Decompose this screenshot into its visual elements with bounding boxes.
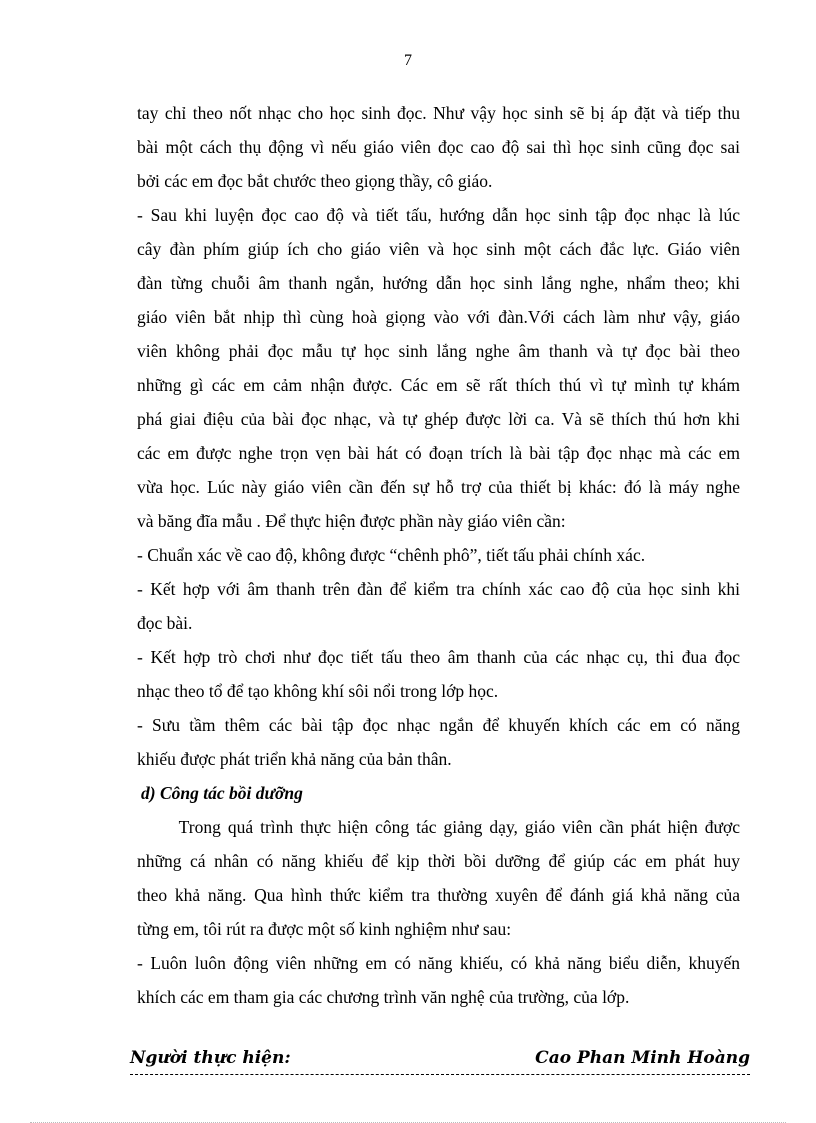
page-number: 7 (404, 52, 412, 69)
body-line: đọc bài. (137, 613, 193, 633)
body-line: những cá nhân có năng khiếu để kịp thời bồi dưỡng để giúp các em phát huy (137, 851, 740, 871)
body-line: - Sưu tầm thêm các bài tập đọc nhạc ngắn để khuyến khích các em có năng (137, 715, 740, 735)
body-line: cây đàn phím giúp ích cho giáo viên và học sinh một cách đắc lực. Giáo viên (137, 239, 740, 259)
body-line: phá giai điệu của bài đọc nhạc, và tự ghép được lời ca. Và sẽ thích thú hơn khi (137, 409, 740, 429)
body-line: - Luôn luôn động viên những em có năng khiếu, có khả năng biểu diễn, khuyến (137, 953, 740, 973)
body-line: khích các em tham gia các chương trình văn nghệ của trường, của lớp. (137, 987, 630, 1007)
body-line: - Sau khi luyện đọc cao độ và tiết tấu, hướng dẫn học sinh tập đọc nhạc là lúc (137, 205, 740, 225)
body-line: và băng đĩa mẫu . Để thực hiện được phần này giáo viên cần: (137, 511, 566, 531)
body-line: khiếu được phát triển khả năng của bản thân. (137, 749, 452, 769)
bullet-item: - Kết hợp với âm thanh trên đàn để kiểm tra chính xác cao độ của học sinh khi (137, 579, 740, 599)
body-line: các em được nghe trọn vẹn bài hát có đoạn trích là bài tập đọc nhạc mà các em (137, 443, 740, 463)
footer-author-label: Người thực hiện: (130, 1048, 291, 1068)
body-line: theo khả năng. Qua hình thức kiểm tra thường xuyên để đánh giá khả năng của (137, 885, 740, 905)
body-line: những gì các em cảm nhận được. Các em sẽ rất thích thú vì tự mình tự khám (137, 375, 740, 395)
body-line: nhạc theo tổ để tạo không khí sôi nổi trong lớp học. (137, 681, 499, 701)
body-line: bởi các em đọc bắt chước theo giọng thầy, cô giáo. (137, 171, 493, 191)
document-body (137, 96, 740, 1014)
body-line: tay chỉ theo nốt nhạc cho học sinh đọc. Như vậy học sinh sẽ bị áp đặt và tiếp thu (137, 103, 740, 123)
body-line: giáo viên bắt nhịp thì cùng hoà giọng vào với đàn.Với cách làm như vậy, giáo (137, 307, 740, 327)
body-line: bài một cách thụ động vì nếu giáo viên đọc cao độ sai thì học sinh cũng đọc sai (137, 137, 740, 157)
body-line: viên không phải đọc mẫu tự học sinh lắng nghe âm thanh và tự đọc bài theo (137, 341, 740, 361)
footer-author-name: Cao Phan Minh Hoàng (535, 1048, 750, 1068)
body-line: từng em, tôi rút ra được một số kinh nghiệm như sau: (137, 919, 512, 939)
body-line: Trong quá trình thực hiện công tác giảng dạy, giáo viên cần phát hiện được (137, 817, 740, 837)
bullet-item: - Chuẩn xác về cao độ, không được “chênh phô”, tiết tấu phải chính xác. (137, 545, 646, 565)
section-heading: d) Công tác bồi dưỡng (141, 783, 303, 803)
body-line: - Kết hợp trò chơi như đọc tiết tấu theo âm thanh của các nhạc cụ, thi đua đọc (137, 647, 740, 667)
page-footer (130, 1048, 750, 1075)
body-line: vừa học. Lúc này giáo viên cần đến sự hỗ trợ của thiết bị khác: đó là máy nghe (137, 477, 740, 497)
body-line: đàn từng chuỗi âm thanh ngắn, hướng dẫn học sinh lắng nghe, nhẩm theo; khi (137, 273, 740, 293)
